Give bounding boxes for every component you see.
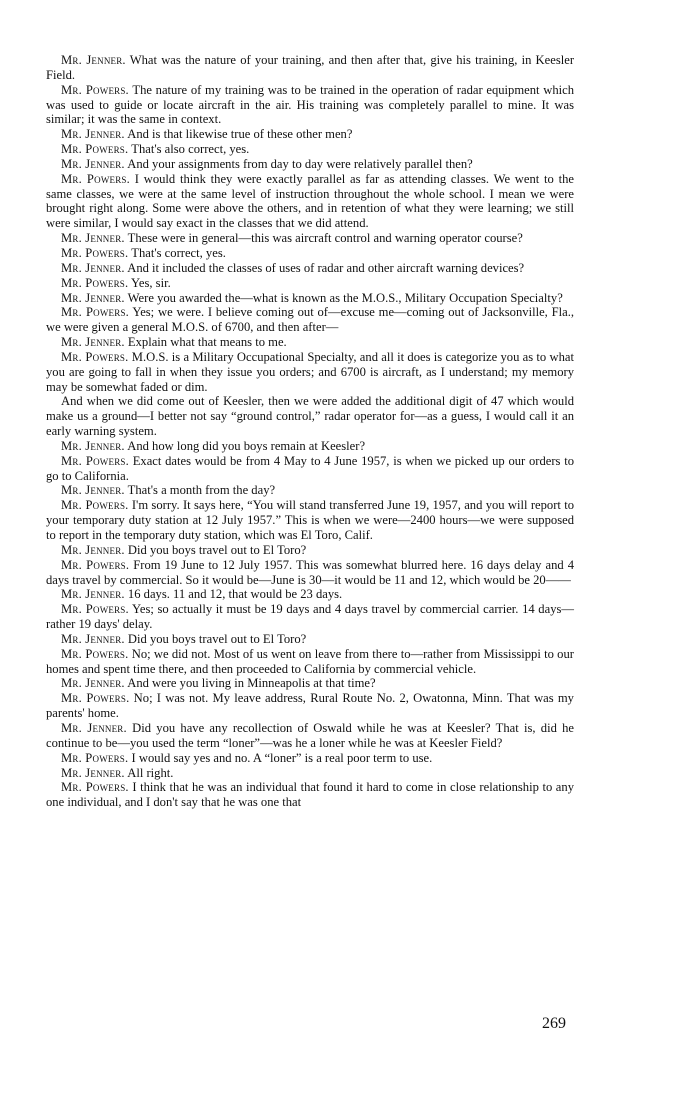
testimony-paragraph (46, 394, 574, 439)
testimony-paragraph (46, 439, 574, 454)
speaker-name: Mr. Powers. (61, 453, 129, 468)
statement-text: Did you boys travel out to El Toro? (127, 631, 307, 646)
statement-text: Explain what that means to me. (127, 335, 287, 350)
testimony-paragraph (46, 261, 574, 276)
testimony-paragraph (46, 335, 574, 350)
testimony-paragraph (46, 142, 574, 157)
speaker-name: Mr. Jenner. (61, 231, 125, 246)
testimony-paragraph (46, 543, 574, 558)
speaker-name: Mr. Powers. (61, 82, 129, 97)
speaker-name: Mr. Powers. (61, 275, 129, 290)
speaker-name: Mr. Jenner. (61, 335, 125, 350)
statement-text: From 19 June to 12 July 1957. This was somewhat blurred here. 16 days delay and 4 days travel by commercial. So it would be—June is 30—it would be 11 and 12, which would be 20—— (46, 557, 574, 587)
statement-text: And when we did come out of Keesler, then we were added the additional digit of 47 which would make us a ground—I better not say “ground control,” radar operator for—as a guess, I would call it an early warning system. (46, 394, 574, 439)
testimony-paragraph (46, 558, 574, 588)
speaker-name: Mr. Jenner. (61, 483, 125, 498)
statement-text: I think that he was an individual that found it hard to come in close relationship to any one individual, and I don't say that he was one that (46, 780, 574, 810)
statement-text: And your assignments from day to day were relatively parallel then? (127, 156, 473, 171)
speaker-name: Mr. Powers. (61, 602, 129, 617)
testimony-paragraph (46, 780, 574, 810)
testimony-paragraph (46, 276, 574, 291)
testimony-paragraph (46, 632, 574, 647)
speaker-name: Mr. Jenner. (61, 631, 125, 646)
testimony-paragraph (46, 350, 574, 395)
speaker-name: Mr. Powers. (61, 646, 129, 661)
speaker-name: Mr. Jenner. (61, 542, 125, 557)
testimony-paragraph (46, 766, 574, 781)
statement-text: No; I was not. My leave address, Rural Route No. 2, Owatonna, Minn. That was my parents' home. (46, 691, 574, 721)
testimony-paragraph (46, 483, 574, 498)
testimony-paragraph (46, 454, 574, 484)
speaker-name: Mr. Powers. (61, 780, 129, 795)
page-number: 269 (542, 1015, 566, 1032)
speaker-name: Mr. Jenner. (61, 720, 127, 735)
statement-text: All right. (127, 765, 174, 780)
speaker-name: Mr. Jenner. (61, 765, 125, 780)
speaker-name: Mr. Powers. (61, 557, 130, 572)
speaker-name: Mr. Jenner. (61, 53, 126, 67)
statement-text: Yes; so actually it must be 19 days and 4 days travel by commercial carrier. 14 days—rather 19 days' delay. (46, 602, 574, 632)
testimony-paragraph (46, 676, 574, 691)
statement-text: Did you boys travel out to El Toro? (127, 542, 307, 557)
speaker-name: Mr. Powers. (61, 171, 130, 186)
statement-text: And is that likewise true of these other men? (127, 127, 353, 142)
statement-text: No; we did not. Most of us went on leave from there to—rather from Mississippi to our homes and spent time there, and then proceeded to California by commercial vehicle. (46, 646, 574, 676)
statement-text: These were in general—this was aircraft control and warning operator course? (127, 231, 523, 246)
statement-text: That's a month from the day? (127, 483, 276, 498)
testimony-paragraph (46, 231, 574, 246)
testimony-paragraph (46, 127, 574, 142)
speaker-name: Mr. Jenner. (61, 438, 125, 453)
statement-text: Did you have any recollection of Oswald while he was at Keesler? That is, did he continue to be—you used the term “loner”—was he a loner while he was at Keesler Field? (46, 720, 575, 750)
speaker-name: Mr. Powers. (61, 349, 129, 364)
testimony-paragraph (46, 305, 574, 335)
statement-text: That's correct, yes. (131, 245, 226, 260)
statement-text: Were you awarded the—what is known as the M.O.S., Military Occupation Specialty? (127, 290, 563, 305)
statement-text: Yes; we were. I believe coming out of—excuse me—coming out of Jacksonville, Fla., we were given a general M.O.S. of 6700, and then after— (46, 305, 575, 335)
speaker-name: Mr. Jenner. (61, 127, 125, 142)
statement-text: And were you living in Minneapolis at that time? (127, 676, 376, 691)
testimony-paragraph (46, 498, 574, 543)
statement-text: I'm sorry. It says here, “You will stand transferred June 19, 1957, and you will report to your temporary duty station at 12 July 1957.” This is when we were—2400 hours—we were supposed to report in the temporary duty station, which was El Toro, Calif. (46, 498, 574, 542)
speaker-name: Mr. Jenner. (61, 260, 125, 275)
statement-text: Yes, sir. (131, 275, 171, 290)
statement-text: I would think they were exactly parallel as far as attending classes. We went to the same classes, we were at the same level of instruction throughout the whole school. I mean we were brought right along. Some were above the others, and in retention of what they were learning; we still were similar, I would say exact in the classes that we did attend. (46, 171, 575, 231)
testimony-paragraph (46, 53, 574, 83)
testimony-paragraph (46, 721, 574, 751)
speaker-name: Mr. Jenner. (61, 290, 125, 305)
speaker-name: Mr. Powers. (61, 245, 129, 260)
testimony-paragraph (46, 246, 574, 261)
speaker-name: Mr. Powers. (61, 498, 129, 513)
statement-text: Exact dates would be from 4 May to 4 June 1957, is when we picked up our orders to go to California. (46, 453, 574, 483)
testimony-paragraph (46, 172, 574, 231)
speaker-name: Mr. Powers. (61, 691, 130, 706)
statement-text: The nature of my training was to be trained in the operation of radar equipment which was used to guide or locate aircraft in the air. His training was completely parallel to mine. It was similar; it was the same in context. (46, 82, 574, 127)
speaker-name: Mr. Jenner. (61, 587, 125, 602)
testimony-paragraph (46, 291, 574, 306)
testimony-paragraph (46, 157, 574, 172)
testimony-paragraph (46, 83, 574, 128)
testimony-paragraph (46, 602, 574, 632)
statement-text: And how long did you boys remain at Keesler? (127, 438, 366, 453)
testimony-paragraph (46, 647, 574, 677)
statement-text: M.O.S. is a Military Occupational Specialty, and all it does is categorize you as to what you are going to fall in when they issue you orders; and 6700 is aircraft, as I understand; my memory may be somewhat faded or dim. (46, 349, 574, 394)
speaker-name: Mr. Jenner. (61, 676, 125, 691)
speaker-name: Mr. Powers. (61, 305, 130, 320)
testimony-page (46, 53, 574, 810)
statement-text: And it included the classes of uses of radar and other aircraft warning devices? (127, 260, 525, 275)
testimony-paragraph (46, 751, 574, 766)
testimony-paragraph (46, 587, 574, 602)
speaker-name: Mr. Powers. (61, 142, 129, 157)
speaker-name: Mr. Jenner. (61, 156, 125, 171)
testimony-paragraph (46, 691, 574, 721)
statement-text: That's also correct, yes. (131, 142, 250, 157)
statement-text: I would say yes and no. A “loner” is a real poor term to use. (131, 750, 433, 765)
statement-text: What was the nature of your training, and then after that, give his training, in Keesler Field. (46, 53, 575, 82)
speaker-name: Mr. Powers. (61, 750, 129, 765)
statement-text: 16 days. 11 and 12, that would be 23 days. (127, 587, 343, 602)
